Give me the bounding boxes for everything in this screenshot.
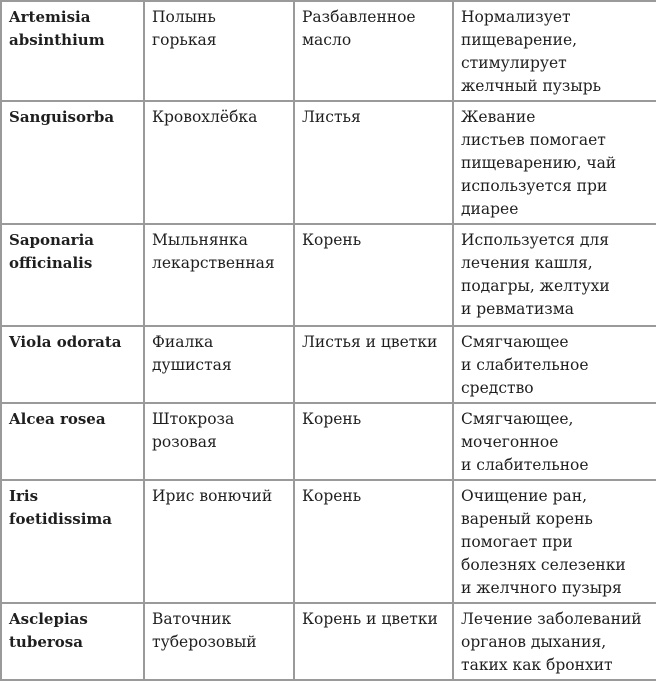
- usage-line: и слабительное: [461, 456, 589, 474]
- russian-name-line: туберозовый: [152, 633, 257, 651]
- russian-name-cell: [144, 603, 294, 680]
- plant-part-cell: [294, 1, 453, 101]
- usage-line: Лечение заболеваний: [461, 610, 642, 628]
- usage-line: Смягчающее,: [461, 410, 574, 428]
- latin-name-cell: [1, 403, 144, 480]
- usage-cell: [453, 224, 656, 326]
- russian-name-line: лекарственная: [152, 254, 275, 272]
- usage-line: используется при: [461, 177, 608, 195]
- usage-line: средство: [461, 379, 534, 397]
- usage-line: мочегонное: [461, 433, 559, 451]
- plant-part-cell: [294, 224, 453, 326]
- table-row: [1, 1, 656, 101]
- russian-name-cell: [144, 1, 294, 101]
- plant-part-line: Корень: [302, 410, 362, 428]
- usage-line: желчный пузырь: [461, 77, 602, 95]
- latin-name-line: tuberosa: [9, 633, 83, 651]
- plant-part-cell: [294, 603, 453, 680]
- russian-name-line: Мыльнянка: [152, 231, 248, 249]
- table-row: [1, 480, 656, 603]
- latin-name-line: Artemisia: [9, 8, 91, 26]
- latin-name-line: foetidissima: [9, 510, 112, 528]
- usage-line: листьев помогает: [461, 131, 606, 149]
- usage-cell: [453, 1, 656, 101]
- usage-line: органов дыхания,: [461, 633, 607, 651]
- usage-line: лечения кашля,: [461, 254, 593, 272]
- russian-name-line: Полынь: [152, 8, 216, 26]
- plant-part-cell: [294, 101, 453, 224]
- usage-line: Смягчающее: [461, 333, 569, 351]
- plant-part-cell: [294, 480, 453, 603]
- usage-line: и ревматизма: [461, 300, 575, 318]
- plant-part-line: Корень: [302, 487, 362, 505]
- plant-part-line: Разбавленное: [302, 8, 416, 26]
- latin-name-line: Sanguisorba: [9, 108, 115, 126]
- usage-line: и желчного пузыря: [461, 579, 622, 597]
- latin-name-line: Saponaria: [9, 231, 94, 249]
- plant-part-cell: [294, 403, 453, 480]
- usage-line: стимулирует: [461, 54, 567, 72]
- usage-cell: [453, 480, 656, 603]
- plant-part-cell: [294, 326, 453, 403]
- usage-cell: [453, 603, 656, 680]
- latin-name-line: Iris: [9, 487, 39, 505]
- latin-name-line: officinalis: [9, 254, 93, 272]
- plant-part-line: Листья и цветки: [302, 333, 438, 351]
- russian-name-line: Ваточник: [152, 610, 232, 628]
- plant-part-line: Корень: [302, 231, 362, 249]
- plant-part-line: масло: [302, 31, 352, 49]
- usage-line: Очищение ран,: [461, 487, 588, 505]
- usage-line: Используется для: [461, 231, 610, 249]
- russian-name-line: Фиалка: [152, 333, 214, 351]
- latin-name-cell: [1, 603, 144, 680]
- usage-line: болезнях селезенки: [461, 556, 626, 574]
- latin-name-cell: [1, 101, 144, 224]
- latin-name-line: absinthium: [9, 31, 105, 49]
- usage-line: помогает при: [461, 533, 573, 551]
- usage-cell: [453, 101, 656, 224]
- russian-name-line: Кровохлёбка: [152, 108, 258, 126]
- russian-name-cell: [144, 224, 294, 326]
- table-row: [1, 326, 656, 403]
- table-row: [1, 403, 656, 480]
- usage-line: подагры, желтухи: [461, 277, 610, 295]
- latin-name-line: Viola odorata: [9, 333, 122, 351]
- russian-name-line: Ирис вонючий: [152, 487, 273, 505]
- usage-line: и слабительное: [461, 356, 589, 374]
- latin-name-cell: [1, 480, 144, 603]
- latin-name-cell: [1, 1, 144, 101]
- russian-name-line: горькая: [152, 31, 217, 49]
- usage-line: пищеварение,: [461, 31, 578, 49]
- usage-cell: [453, 326, 656, 403]
- russian-name-line: Штокроза: [152, 410, 235, 428]
- latin-name-line: Asclepias: [9, 610, 88, 628]
- usage-line: таких как бронхит: [461, 656, 613, 674]
- russian-name-cell: [144, 101, 294, 224]
- plant-part-line: Листья: [302, 108, 361, 126]
- russian-name-line: розовая: [152, 433, 217, 451]
- usage-cell: [453, 403, 656, 480]
- table-row: [1, 603, 656, 680]
- russian-name-line: душистая: [152, 356, 232, 374]
- usage-line: диарее: [461, 200, 519, 218]
- table-row: [1, 101, 656, 224]
- russian-name-cell: [144, 403, 294, 480]
- usage-line: Нормализует: [461, 8, 571, 26]
- russian-name-cell: [144, 326, 294, 403]
- usage-line: пищеварению, чай: [461, 154, 617, 172]
- usage-line: Жевание: [461, 108, 536, 126]
- russian-name-cell: [144, 480, 294, 603]
- latin-name-cell: [1, 326, 144, 403]
- plant-part-line: Корень и цветки: [302, 610, 438, 628]
- table-row: [1, 224, 656, 326]
- latin-name-line: Alcea rosea: [9, 410, 106, 428]
- usage-line: вареный корень: [461, 510, 593, 528]
- latin-name-cell: [1, 224, 144, 326]
